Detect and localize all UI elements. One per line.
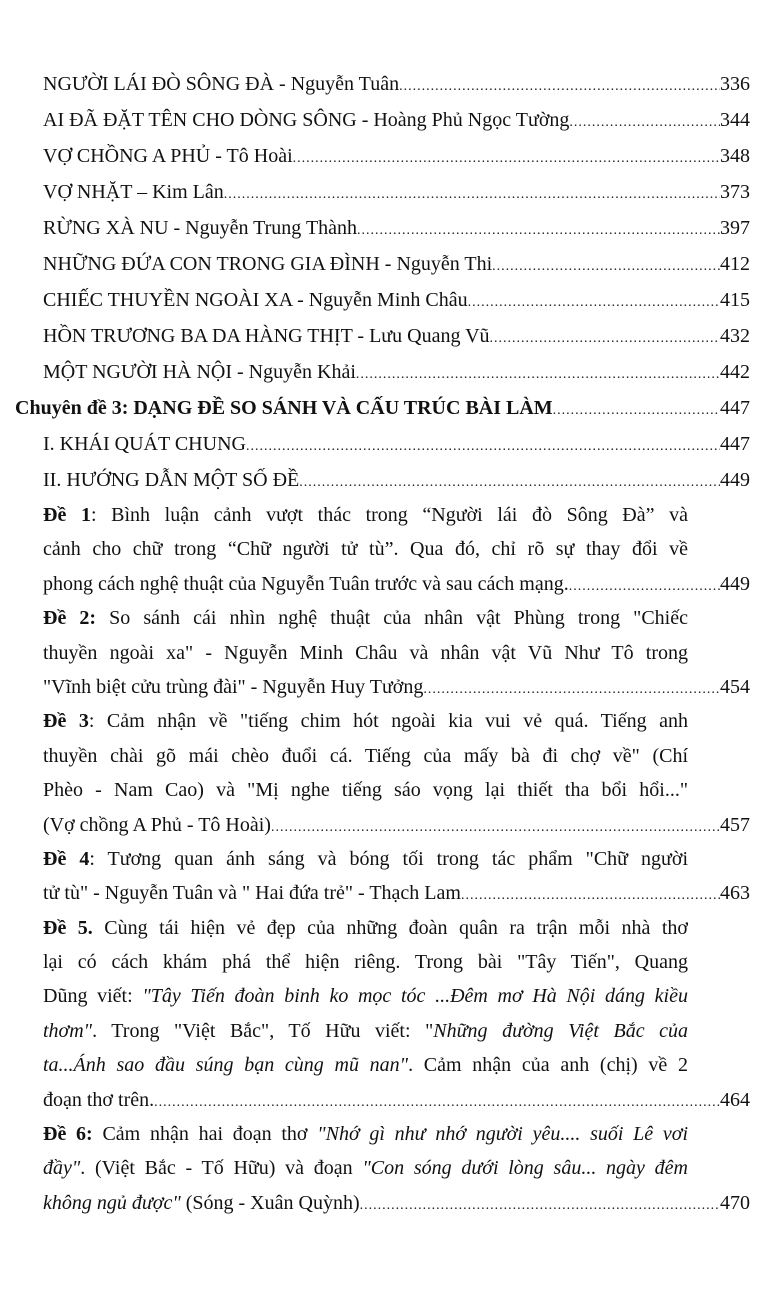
table-of-contents — [0, 66, 781, 1220]
toc-entry[interactable] — [0, 66, 781, 102]
text-segment: Đề 4 — [43, 847, 90, 870]
entry-title — [43, 538, 688, 560]
text-segment: tử tù" - Nguyễn Tuân và " Hai đứa trẻ" - Thạch Lam — [43, 882, 461, 905]
text-segment: Đề 1 — [43, 504, 91, 526]
entry-title — [43, 138, 293, 177]
text-segment: RỪNG XÀ NU - Nguyễn Trung Thành — [43, 217, 358, 239]
text-segment: DẠNG ĐỀ SO SÁNH VÀ CẤU TRÚC BÀI LÀM — [133, 397, 553, 419]
entry-title — [43, 876, 461, 913]
page-number: 449 — [720, 469, 750, 491]
toc-entry[interactable] — [0, 174, 781, 210]
text-segment: Đề 6: — [43, 1123, 93, 1146]
entry-title — [43, 504, 688, 526]
page-number: 447 — [720, 397, 750, 419]
text-segment: I. KHÁI QUÁT CHUNG — [43, 433, 246, 455]
text-segment: Những đường Việt Bắc của — [433, 1019, 688, 1042]
entry-title — [43, 1054, 688, 1076]
text-segment: . Cảm nhận của anh (chị) về 2 — [408, 1054, 688, 1077]
text-segment: : Tương quan ánh sáng và bóng tối trong tác phẩm "Chữ người — [89, 847, 688, 870]
text-segment: VỢ CHỒNG A PHỦ - Tô Hoài — [43, 145, 293, 167]
entry-title — [43, 607, 688, 629]
toc-entry[interactable] — [0, 462, 781, 498]
dot-leader — [569, 567, 720, 604]
entry-title — [43, 808, 271, 845]
dot-leader — [423, 670, 720, 707]
text-segment: . Trong "Việt Bắc", Tố Hữu viết: " — [92, 1019, 434, 1042]
text-segment: không ngủ được" — [43, 1191, 181, 1214]
toc-entry[interactable] — [0, 102, 781, 138]
entry-title — [15, 390, 553, 429]
entry-title — [43, 102, 569, 141]
entry-title — [43, 710, 688, 732]
entry-title — [43, 779, 688, 801]
text-segment: đầy" — [43, 1157, 81, 1180]
toc-entry[interactable] — [0, 282, 781, 318]
entry-title — [43, 246, 492, 285]
entry-title — [43, 318, 490, 357]
text-segment: Phèo - Nam Cao) và "Mị nghe tiếng sáo vọng lại thiết tha bổi hổi..." — [43, 779, 688, 802]
text-segment: (Vợ chồng A Phủ - Tô Hoài) — [43, 813, 271, 836]
toc-entry[interactable] — [0, 210, 781, 246]
dot-leader — [553, 390, 720, 429]
entry-title — [43, 745, 688, 767]
entry-title — [43, 354, 356, 393]
dot-leader — [299, 462, 720, 501]
dot-leader — [490, 318, 720, 357]
page-number: 442 — [720, 361, 750, 383]
page-number: 454 — [720, 675, 750, 698]
page-number: 463 — [720, 882, 750, 905]
text-segment: thơm" — [43, 1019, 93, 1042]
text-segment: CHIẾC THUYỀN NGOÀI XA - Nguyễn Minh Châu — [43, 289, 468, 311]
text-segment: thuyền chài gõ mái chèo đuổi cá. Tiếng của mấy bà đi chợ về" (Chí — [43, 744, 688, 767]
toc-entry[interactable] — [0, 1117, 781, 1220]
text-segment: "Tây Tiến đoàn binh ko mọc tóc ...Đêm mơ Hà Nội dáng kiều — [142, 985, 688, 1008]
toc-entry[interactable] — [0, 842, 781, 911]
text-segment: II. HƯỚNG DẪN MỘT SỐ ĐỀ — [43, 469, 300, 491]
page-number: 348 — [720, 145, 750, 167]
entry-title — [43, 917, 688, 939]
dot-leader — [246, 426, 720, 465]
text-segment: ta...Ánh sao đầu súng bạn cùng mũ nan" — [43, 1054, 409, 1077]
entry-title — [43, 1123, 688, 1145]
entry-title — [43, 1186, 360, 1223]
entry-title — [43, 670, 423, 707]
text-segment: Đề 5. — [43, 916, 93, 939]
text-segment: So sánh cái nhìn nghệ thuật của nhân vật Phùng trong "Chiếc — [96, 607, 688, 630]
page-number: 373 — [720, 181, 750, 203]
toc-entry[interactable] — [0, 498, 781, 601]
page-number: 432 — [720, 325, 750, 347]
entry-title — [43, 66, 399, 105]
text-segment: MỘT NGƯỜI HÀ NỘI - Nguyễn Khải — [43, 361, 356, 383]
page-number: 397 — [720, 217, 750, 239]
page-number: 412 — [720, 253, 750, 275]
page-number: 344 — [720, 109, 750, 131]
toc-entry[interactable] — [0, 390, 781, 426]
dot-leader — [356, 354, 720, 393]
entry-title — [43, 951, 688, 973]
toc-entry[interactable] — [0, 318, 781, 354]
dot-leader — [154, 1083, 720, 1120]
text-segment: VỢ NHẶT – Kim Lân — [43, 181, 224, 203]
entry-title — [43, 985, 688, 1007]
page-number: 470 — [720, 1191, 750, 1214]
entry-title — [43, 210, 357, 249]
text-segment: Đề 2: — [43, 607, 97, 630]
toc-entry[interactable] — [0, 354, 781, 390]
exam-topics — [0, 498, 781, 1220]
page-number: 457 — [720, 813, 750, 836]
page-number: 449 — [720, 572, 750, 595]
text-segment: Cảm nhận hai đoạn thơ — [92, 1123, 318, 1146]
page-number: 464 — [720, 1088, 750, 1111]
dot-leader — [569, 102, 720, 141]
text-segment: "Nhớ gì như nhớ người yêu.... suối Lê vơi — [317, 1123, 688, 1146]
dot-leader — [357, 210, 720, 249]
text-segment: "Vĩnh biệt cửu trùng đài" - Nguyễn Huy Tưởng — [43, 675, 424, 698]
text-segment: Chuyên đề 3: — [15, 397, 134, 419]
text-segment: : Cảm nhận về "tiếng chim hót ngoài kia vui vẻ quá. Tiếng anh — [88, 710, 688, 733]
text-segment: cảnh cho chữ trong “Chữ người tử tù”. Qua đó, chỉ rõ sự thay đổi về — [43, 538, 688, 561]
text-segment: NGƯỜI LÁI ĐÒ SÔNG ĐÀ - Nguyễn Tuân — [43, 73, 400, 95]
text-segment: phong cách nghệ thuật của Nguyễn Tuân trước và sau cách mạng. — [43, 572, 569, 595]
dot-leader — [224, 174, 720, 213]
page-number: 447 — [720, 433, 750, 455]
toc-entry[interactable] — [0, 704, 781, 842]
entry-title — [43, 642, 688, 664]
text-segment: Cùng tái hiện vẻ đẹp của những đoàn quân ra trận mỗi nhà thơ — [92, 916, 688, 939]
entry-title — [43, 1157, 688, 1179]
toc-entry[interactable] — [0, 426, 781, 462]
page-number: 336 — [720, 73, 750, 95]
text-segment: (Sóng - Xuân Quỳnh) — [180, 1191, 360, 1214]
text-segment: : Bình luận cảnh vượt thác trong “Người lái đò Sông Đà” và — [90, 504, 688, 526]
dot-leader — [271, 808, 720, 845]
entry-title — [43, 1020, 688, 1042]
toc-entry[interactable] — [0, 911, 781, 1117]
toc-entry[interactable] — [0, 138, 781, 174]
entry-title — [43, 462, 299, 501]
dot-leader — [399, 66, 720, 105]
entry-title — [43, 1083, 154, 1120]
entry-title — [43, 174, 224, 213]
text-segment: "Con sóng dưới lòng sâu... ngày đêm — [362, 1157, 688, 1180]
text-segment: Dũng viết: — [43, 985, 143, 1008]
text-segment: HỒN TRƯƠNG BA DA HÀNG THỊT - Lưu Quang Vũ — [43, 325, 490, 347]
text-segment: NHỮNG ĐỨA CON TRONG GIA ĐÌNH - Nguyễn Thi — [43, 253, 493, 275]
dot-leader — [461, 876, 720, 913]
toc-entry[interactable] — [0, 601, 781, 704]
entry-title — [43, 426, 246, 465]
dot-leader — [468, 282, 720, 321]
dot-leader — [492, 246, 720, 285]
toc-entry[interactable] — [0, 246, 781, 282]
text-segment: Đề 3 — [43, 710, 89, 733]
text-segment: lại có cách khám phá thể hiện riêng. Trong bài "Tây Tiến", Quang — [43, 951, 688, 974]
text-segment: thuyền ngoài xa" - Nguyễn Minh Châu và nhân vật Vũ Như Tô trong — [43, 641, 688, 664]
text-segment: . (Việt Bắc - Tố Hữu) và đoạn — [80, 1157, 363, 1180]
dot-leader — [293, 138, 720, 177]
entry-title — [43, 567, 569, 604]
text-segment: đoạn thơ trên. — [43, 1088, 155, 1111]
entry-title — [43, 282, 468, 321]
entry-title — [43, 848, 688, 870]
dot-leader — [360, 1186, 720, 1223]
text-segment: AI ĐÃ ĐẶT TÊN CHO DÒNG SÔNG - Hoàng Phủ Ngọc Tường — [43, 109, 570, 131]
page-number: 415 — [720, 289, 750, 311]
